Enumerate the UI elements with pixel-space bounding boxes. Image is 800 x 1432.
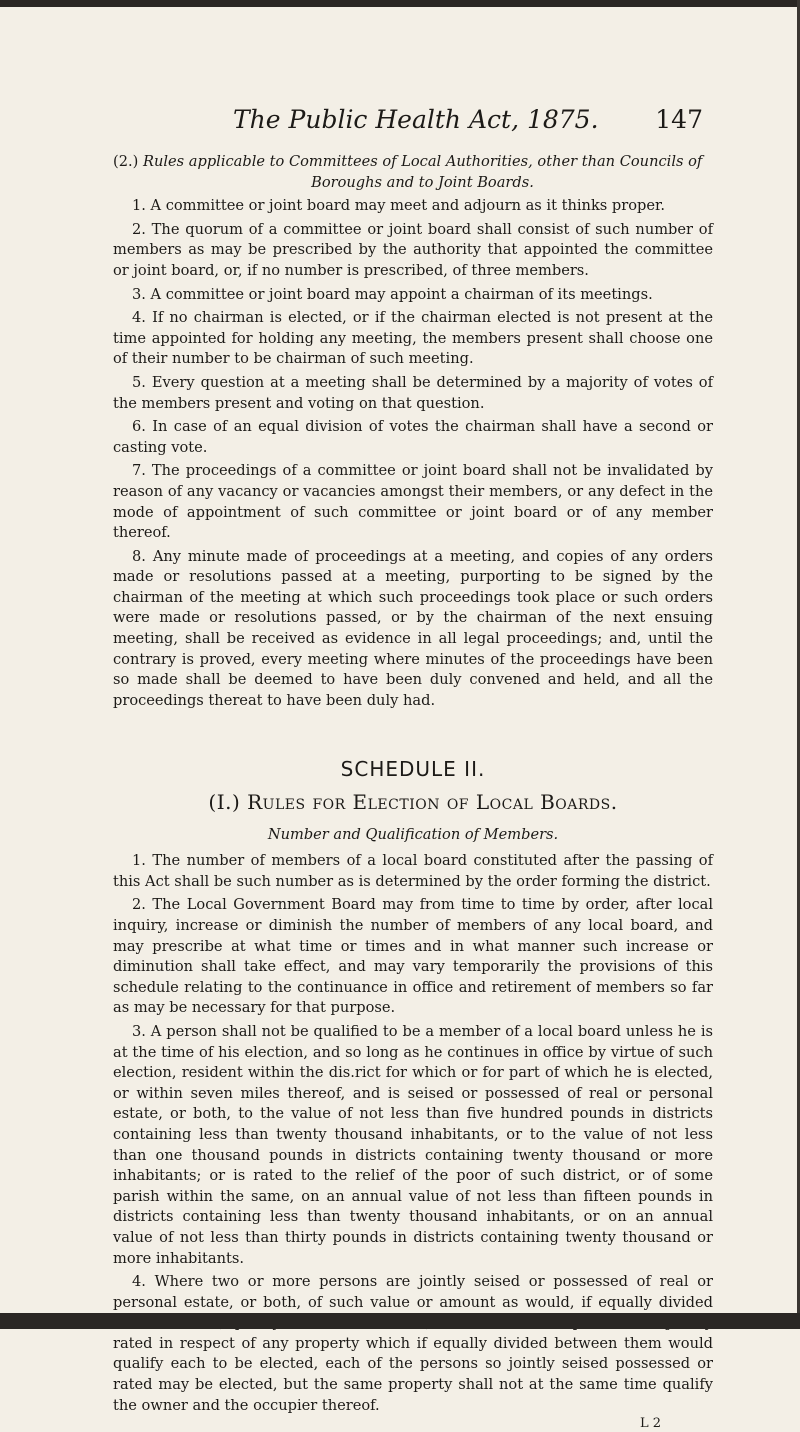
section-paragraph: 1. A committee or joint board may meet and adjourn as it thinks proper. xyxy=(131,197,666,215)
schedule-paragraphs xyxy=(113,851,713,1416)
schedule-heading: SCHEDULE II. xyxy=(340,757,486,782)
section-paragraph: 3. A committee or joint board may appoint a chairman of its meetings. xyxy=(131,285,653,303)
section-paragraph: 6. In case of an equal division of votes the chairman shall have a second or casting vote. xyxy=(113,418,713,456)
section-paragraphs xyxy=(113,196,713,711)
page-number: 147 xyxy=(655,105,703,134)
part-title xyxy=(113,792,713,813)
subheading: Number and Qualification of Members. xyxy=(267,825,559,843)
part-number: (I.) xyxy=(208,790,241,815)
running-head xyxy=(233,105,703,139)
section-paragraph: 8. Any minute made of proceedings at a meeting, and copies of any orders made or resolutions passed at a meeting, purporting to be signed by the chairman of the meeting at which such proceedings took place or such orders were made or resolutions passed, or by the chairman of the next ensuing meeting, shall be received as evidence in all legal proceedings; and, until the contrary is proved, every meeting where minutes of the proceedings have been so made shall be deemed to have been duly convened and held, and all the proceedings thereat to have been duly had. xyxy=(113,547,713,709)
schedule-paragraph: 4. Where two or more persons are jointly seised or possessed of real or personal estate, or both, of such value or amount as would, if equally divided rated in respect of any property which if equally divided between them would qualify each to be elected, each of the persons so jointly seised possessed or rated may be elected, but the same property shall not at the same time qualify the owner and the occupier thereof. xyxy=(113,1273,713,1414)
signature-mark: L 2 xyxy=(639,1416,661,1432)
section-title-line2: Boroughs and to Joint Boards. xyxy=(311,173,534,191)
section-paragraph: 5. Every question at a meeting shall be determined by a majority of votes of the members present and voting on that question. xyxy=(113,373,713,412)
top-edge-bar xyxy=(0,0,800,7)
running-title: The Public Health Act, 1875. xyxy=(233,105,599,134)
section-paragraph: 2. The quorum of a committee or joint board shall consist of such number of members as may be prescribed by the authority that appointed the committee or joint board, or, if no number is prescribed, of three members. xyxy=(113,220,713,279)
section-title-line1: Rules applicable to Committees of Local Authorities, other than Councils of xyxy=(142,153,703,170)
schedule-paragraph: 1. The number of members of a local board constituted after the passing of this Act shall be such number as is determined by the order forming the district. xyxy=(113,852,713,890)
bottom-edge-bar xyxy=(0,1313,800,1329)
page-body xyxy=(113,152,713,1432)
section-number: (2.) xyxy=(113,153,139,170)
part-title-text: Rules for Election of Local Boards. xyxy=(247,790,618,815)
schedule-paragraph: 3. A person shall not be qualified to be a member of a local board unless he is at the time of his election, and so long as he continues in office by virtue of such election, resident within the dis.rict for which or for part of which he is elected, or within seven miles thereof, and is seised or possessed of real or personal estate, or both, to the value of not less than five hundred pounds in districts containing less than twenty thousand inhabitants, or to the value of not less than one thousand pounds in districts containing twenty thousand or more inhabitants; or is rated to the relief of the poor of such district, or of some parish within the same, on an annual value of not less than fifteen pounds in districts containing less than twenty thousand inhabitants, or on an annual value of not less than thirty pounds in districts containing twenty thousand or more inhabitants. xyxy=(113,1022,713,1267)
section-paragraph: 4. If no chairman is elected, or if the chairman elected is not present at the time appointed for holding any meeting, the members present shall choose one of their number to be chairman of such meeting. xyxy=(113,309,713,368)
section-heading xyxy=(113,152,713,193)
section-paragraph: 7. The proceedings of a committee or joint board shall not be invalidated by reason of any vacancy or vacancies amongst their members, or any defect in the mode of appointment of such committee or joint board or of any member thereof. xyxy=(113,462,713,542)
schedule-paragraph: 2. The Local Government Board may from time to time by order, after local inquiry, increase or diminish the number of members of any local board, and may prescribe at what time or times and in what manner such increase or diminution shall take effect, and may vary temporarily the provisions of this schedule relating to the continuance in office and retirement of members so far as may be necessary for that purpose. xyxy=(113,896,713,1017)
